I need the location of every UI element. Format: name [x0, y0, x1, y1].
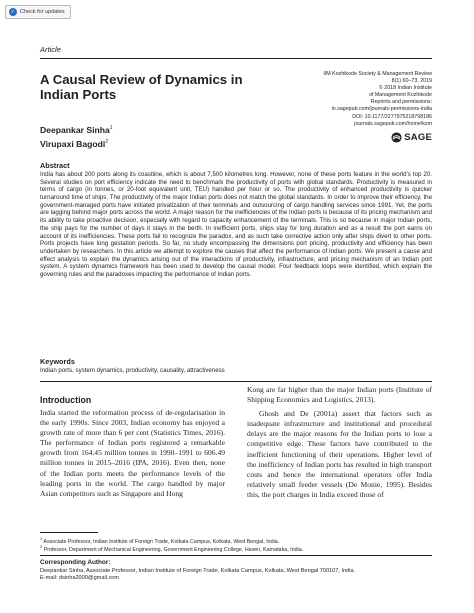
journal-reprints-label: Reprints and permissions: [370, 99, 432, 106]
body-column-right [247, 385, 432, 500]
footnote-2 [40, 543, 432, 554]
check-for-updates-button[interactable] [5, 5, 71, 19]
author-2 [40, 139, 108, 149]
footnote-text: Associate Professor, Indian Institute of Foreign Trade, Kolkata Campus, Kolkata, West Bengal, India. [43, 538, 280, 545]
check-for-updates-label: Check for updates [20, 9, 65, 15]
journal-volume: 8(1) 60–73, 2019 [391, 78, 432, 85]
corresponding-author-heading: Corresponding Author: [40, 559, 111, 566]
footnote-divider [40, 532, 98, 533]
introduction-heading: Introduction [40, 395, 92, 405]
body-paragraph: Kong are far higher than the major Indian ports (Institute of Shipping Economics and Logistics, 2013). [247, 385, 432, 405]
journal-doi[interactable]: DOI: 10.1177/2277975218798186 [352, 113, 432, 120]
footnote-text: Professor, Department of Mechanical Engineering, Government Engineering College, Haveri, Karnataka, India. [43, 546, 304, 553]
corresponding-author-email[interactable]: E-mail: dsinha2000@gmail.com [40, 575, 120, 582]
author-1 [40, 125, 113, 135]
article-title: A Causal Review of Dynamics in Indian Ports [40, 72, 243, 103]
keywords-divider [40, 381, 432, 382]
keywords-heading: Keywords [40, 357, 75, 366]
abstract-text: India has about 200 ports along its coastline, which is about 7,500 kilometres long. However, none of these ports feature in the world’s top 20. Several studies on port efficiency indicate the need to benchmark the productivity of ports with global standards. Productivity is measured in terms of cargo (in tonnes, or 20-foot equivalent unit, TEU) handled per hour or so. The productivity of enhanced productivity is quicker turnaround time of ships. The productivity of the major Indian ports does not match the global standards. In order to improve their efficiency, the government-managed ports have initiated privatization of their terminals and outsourcing of cargo handling services since 1991. Yet, the ports are lagging behind major ports across the world. A major reason for the inefficiencies of the Indian ports is because of its pricing mechanism and its ability to take proactive decision, especially with regard to capacity enhancement of the terminals. This is so because in major Indian ports, the ship pays for the number of days it stays in the berth. In inefficient ports, ships stay for long duration and as a result the port earns on account of its inefficiencies. These ports fail to recognize the paradox, and as such take corrective action only after ships divert to other ports. Ports projects have long gestation periods. So far, no study encompassing the dimensions port pricing, productivity and efficiency has been undertaken by researchers. In this article we attempt to explore the causes that affect the performance of Indian ports. We present a cause and effect analysis to explain the dynamics arising out of the interactions of productivity, infrastructure, and pricing mechanism of an Indian port system. A system dynamics framework has been used to develop the causal model. Four feedback loops were identified, which explain the governing rules and the paradoxes impacting the performance of Indian ports. [40, 171, 432, 278]
journal-copyright-holder: of Management Kozhikode [368, 92, 432, 99]
author-affiliation-mark: 1 [109, 125, 113, 132]
keywords-list: Indian ports, system dynamics, productivity, causality, attractiveness [40, 367, 225, 374]
author-name: Virupaxi Bagodi [40, 139, 106, 149]
publisher-logo [391, 132, 432, 143]
abstract-heading: Abstract [40, 161, 70, 170]
body-paragraph: India started the reformation process of de-regularisation in the early 1990s. Since 2003, Indian economy has enjoyed a growth rate of more than 6 per cent (Statistics Times, 2016). The performance of Indian ports registered a remarkable growth from 164.45 million tonnes in 1990–1991 to 606.49 million tonnes in 2015–2016 (IPA, 2016). Even then, none of the Indian ports meets the performance levels of the leading ports in the world. The cargo handled by major Asian competitors such as Singapore and Hong [40, 408, 225, 498]
journal-name: IIM Kozhikode Society & Management Review [323, 71, 432, 77]
corresponding-author-address: Deepankar Sinha, Associate Professor, Indian Institute of Foreign Trade, Kolkata Campus, Kolkata, West Bengal 700107, India. [40, 568, 356, 574]
body-paragraph: Ghosh and De (2001a) assert that factors such as inadequate infrastructure and institutional and procedural delays are the major reasons for the Indian ports to lose a competitive edge. These factors have contributed to the inefficient functioning of their operations. Higher level of the inefficiency of Indian ports has resulted in high transport costs and hence the international operators offer India relatively small feeder vessels (De Monie, 1995). Besides this, the port charges in India exceed those of [247, 409, 432, 499]
article-kind-label: Article [40, 45, 61, 54]
publisher-logo-text: SAGE [404, 132, 432, 143]
corresponding-divider [40, 555, 432, 556]
journal-copyright: © 2018 Indian Institute [378, 85, 432, 92]
footnote-mark: 2 [40, 544, 43, 549]
journal-home-link[interactable]: journals.sagepub.com/home/ksm [354, 120, 432, 127]
body-column-left [40, 408, 225, 499]
journal-permissions-link[interactable]: in.sagepub.com/journals-permissions-india [331, 106, 432, 113]
author-name: Deepankar Sinha [40, 125, 110, 135]
author-affiliation-mark: 2 [105, 139, 109, 146]
header-divider [40, 58, 432, 59]
sage-logo-icon [391, 132, 402, 143]
corresponding-author-details [40, 568, 432, 583]
update-badge-icon: ✓ [10, 9, 16, 15]
footnote-mark: 1 [40, 536, 43, 541]
journal-info-block [212, 71, 432, 128]
